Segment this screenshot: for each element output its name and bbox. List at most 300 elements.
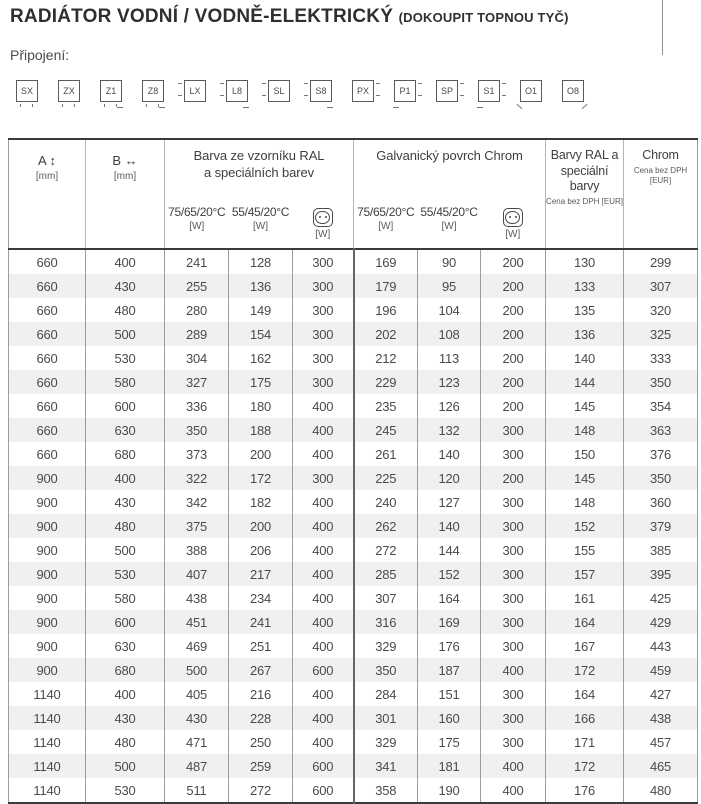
width-b-label: B ↔ — [112, 153, 138, 168]
table-cell: 180 — [229, 394, 293, 418]
table-cell: 400 — [293, 634, 354, 658]
connection-box-label: SX — [16, 80, 38, 102]
table-cell: 182 — [229, 490, 293, 514]
table-cell: 272 — [354, 538, 418, 562]
table-row — [9, 730, 698, 754]
group-header-chrom — [354, 139, 546, 202]
table-cell: 172 — [546, 658, 624, 682]
table-cell: 680 — [86, 658, 165, 682]
table-cell: 511 — [165, 778, 229, 803]
table-cell: 300 — [481, 442, 546, 466]
group-chrom-label: Galvanický povrch Chrom — [376, 148, 523, 163]
table-cell: 128 — [229, 249, 293, 274]
table-body — [9, 249, 698, 803]
table-cell: 304 — [165, 346, 229, 370]
table-cell: 459 — [624, 658, 698, 682]
table-cell: 580 — [86, 586, 165, 610]
table-cell: 187 — [418, 658, 481, 682]
connection-box-label: L8 — [226, 80, 248, 102]
connection-type-s1 — [478, 80, 500, 102]
table-cell: 660 — [36, 302, 58, 318]
ral-price-note: Cena bez DPH [EUR] — [546, 196, 623, 206]
table-cell: 181 — [418, 754, 481, 778]
connections-label: Připojení: — [10, 47, 70, 63]
table-cell: 200 — [481, 249, 546, 274]
table-cell: 660 — [36, 398, 58, 414]
table-row — [9, 658, 698, 682]
table-row — [9, 586, 698, 610]
table-cell: 660 — [36, 326, 58, 342]
connection-type-sx — [16, 80, 38, 102]
connection-type-o1 — [520, 80, 542, 102]
table-cell: 200 — [481, 298, 546, 322]
subheader-ral-75-65: 75/65/20°C [W] — [165, 202, 229, 249]
table-cell: 190 — [418, 778, 481, 803]
group-ral-line2: a speciálních barev — [203, 164, 315, 180]
page-title-suffix: (DOKOUPIT TOPNOU TYČ) — [398, 10, 569, 25]
table-cell: 172 — [546, 754, 624, 778]
table-row — [9, 706, 698, 730]
table-cell: 200 — [481, 466, 546, 490]
column-header-width-b — [86, 139, 165, 249]
table-cell: 400 — [481, 658, 546, 682]
connection-type-z1 — [100, 80, 122, 102]
table-cell: 480 — [86, 514, 165, 538]
height-a-label: A ↕ — [37, 153, 57, 168]
table-cell: 108 — [418, 322, 481, 346]
table-cell: 1140 — [33, 734, 61, 750]
subheader-chrom-55-45: 55/45/20°C [W] — [420, 205, 478, 232]
table-cell: 285 — [354, 562, 418, 586]
table-cell: 376 — [624, 442, 698, 466]
table-cell: 630 — [86, 634, 165, 658]
table-row — [9, 490, 698, 514]
table-cell: 245 — [354, 418, 418, 442]
table-cell: 104 — [418, 298, 481, 322]
table-cell: 217 — [229, 562, 293, 586]
table-cell: 600 — [293, 778, 354, 803]
table-cell: 140 — [546, 346, 624, 370]
table-cell: 350 — [624, 466, 698, 490]
table-cell: 148 — [546, 418, 624, 442]
table-cell: 333 — [624, 346, 698, 370]
table-cell: 680 — [86, 442, 165, 466]
table-row — [9, 538, 698, 562]
table-cell: 350 — [354, 658, 418, 682]
table-cell: 354 — [624, 394, 698, 418]
table-cell: 140 — [418, 442, 481, 466]
table-cell: 126 — [418, 394, 481, 418]
connection-box-label: PX — [352, 80, 374, 102]
table-cell: 400 — [293, 490, 354, 514]
page-title-main: RADIÁTOR VODNÍ / VODNĚ-ELEKTRICKÝ — [10, 6, 394, 27]
table-cell: 166 — [546, 706, 624, 730]
table-cell: 425 — [624, 586, 698, 610]
subheader-ral-55-45: 55/45/20°C [W] — [231, 205, 290, 232]
table-cell: 289 — [165, 322, 229, 346]
connection-box-label: Z1 — [100, 80, 122, 102]
table-cell: 169 — [418, 610, 481, 634]
table-cell: 400 — [293, 394, 354, 418]
table-cell: 200 — [481, 394, 546, 418]
table-cell: 341 — [354, 754, 418, 778]
table-cell: 405 — [165, 682, 229, 706]
table-header — [9, 139, 698, 249]
table-cell: 500 — [86, 754, 165, 778]
group-header-ral — [165, 139, 354, 202]
table-cell: 240 — [354, 490, 418, 514]
table-cell: 149 — [229, 298, 293, 322]
power-socket-icon — [503, 208, 523, 227]
table-cell: 206 — [229, 538, 293, 562]
table-cell: 500 — [165, 658, 229, 682]
table-cell: 900 — [36, 518, 58, 534]
column-header-chrom-price — [624, 139, 698, 249]
table-cell: 300 — [293, 346, 354, 370]
table-cell: 360 — [624, 490, 698, 514]
table-cell: 660 — [36, 446, 58, 462]
table-cell: 300 — [481, 418, 546, 442]
connection-row — [16, 80, 584, 102]
table-cell: 900 — [36, 542, 58, 558]
table-cell: 241 — [229, 610, 293, 634]
connection-box-label: Z8 — [142, 80, 164, 102]
connection-type-z8 — [142, 80, 164, 102]
connection-box-label: P1 — [394, 80, 416, 102]
ral-price-line2: speciální barvy — [560, 163, 609, 194]
table-cell: 113 — [418, 346, 481, 370]
subheader-chrom-electric: [W] — [481, 202, 546, 249]
table-row — [9, 778, 698, 803]
table-cell: 395 — [624, 562, 698, 586]
table-cell: 400 — [293, 586, 354, 610]
table-cell: 600 — [293, 658, 354, 682]
table-cell: 261 — [354, 442, 418, 466]
table-row — [9, 682, 698, 706]
table-cell: 241 — [165, 249, 229, 274]
table-cell: 144 — [546, 370, 624, 394]
table-cell: 900 — [36, 494, 58, 510]
connection-box-label: SP — [436, 80, 458, 102]
table-cell: 200 — [481, 346, 546, 370]
table-cell: 120 — [418, 466, 481, 490]
connection-box-label: LX — [184, 80, 206, 102]
table-cell: 167 — [546, 634, 624, 658]
table-cell: 145 — [546, 466, 624, 490]
table-cell: 235 — [354, 394, 418, 418]
table-cell: 307 — [624, 274, 698, 298]
table-cell: 530 — [86, 562, 165, 586]
connection-type-p1 — [394, 80, 416, 102]
table-row — [9, 346, 698, 370]
table-cell: 388 — [165, 538, 229, 562]
table-cell: 316 — [354, 610, 418, 634]
table-cell: 480 — [86, 298, 165, 322]
table-cell: 307 — [354, 586, 418, 610]
table-cell: 400 — [481, 754, 546, 778]
table-cell: 151 — [418, 682, 481, 706]
table-cell: 300 — [481, 538, 546, 562]
table-cell: 299 — [624, 249, 698, 274]
table-cell: 480 — [624, 778, 698, 803]
connection-type-zx — [58, 80, 80, 102]
table-cell: 427 — [624, 682, 698, 706]
column-header-height-a — [9, 139, 86, 249]
table-cell: 600 — [86, 610, 165, 634]
table-cell: 429 — [624, 610, 698, 634]
connection-box-label: O1 — [520, 80, 542, 102]
table-cell: 200 — [229, 514, 293, 538]
subheader-chrom-75-65: 75/65/20°C [W] — [354, 202, 418, 249]
page-title — [10, 6, 569, 28]
table-cell: 300 — [481, 730, 546, 754]
table-row — [9, 298, 698, 322]
connection-box-label: SL — [268, 80, 290, 102]
table-cell: 161 — [546, 586, 624, 610]
table-cell: 202 — [354, 322, 418, 346]
table-cell: 200 — [481, 322, 546, 346]
table-row — [9, 274, 698, 298]
table-cell: 150 — [546, 442, 624, 466]
connection-type-o8 — [562, 80, 584, 102]
table-row — [9, 466, 698, 490]
table-cell: 1140 — [33, 758, 61, 774]
table-row — [9, 562, 698, 586]
connection-box-label: O8 — [562, 80, 584, 102]
table-cell: 175 — [229, 370, 293, 394]
table-cell: 900 — [36, 638, 58, 654]
table-cell: 300 — [481, 562, 546, 586]
connection-type-px — [352, 80, 374, 102]
table-cell: 140 — [418, 514, 481, 538]
table-cell: 95 — [418, 274, 481, 298]
chrom-price-note: Cena bez DPH [EUR] — [633, 165, 688, 185]
table-cell: 430 — [86, 706, 165, 730]
table-cell: 400 — [86, 249, 165, 274]
table-cell: 469 — [165, 634, 229, 658]
table-cell: 259 — [229, 754, 293, 778]
table-cell: 262 — [354, 514, 418, 538]
connection-type-lx — [184, 80, 206, 102]
table-cell: 660 — [36, 278, 58, 294]
table-cell: 300 — [293, 322, 354, 346]
table-cell: 127 — [418, 490, 481, 514]
radiator-spec-table — [8, 138, 698, 804]
table-cell: 152 — [546, 514, 624, 538]
table-cell: 900 — [36, 470, 58, 486]
table-cell: 471 — [165, 730, 229, 754]
connection-box-label: S8 — [310, 80, 332, 102]
page-edge-line — [662, 0, 663, 55]
table-cell: 443 — [624, 634, 698, 658]
table-cell: 385 — [624, 538, 698, 562]
table-cell: 400 — [293, 610, 354, 634]
table-cell: 329 — [354, 730, 418, 754]
table-cell: 152 — [418, 562, 481, 586]
table-cell: 157 — [546, 562, 624, 586]
table-cell: 301 — [354, 706, 418, 730]
table-cell: 451 — [165, 610, 229, 634]
subheader-ral-electric: [W] — [293, 202, 354, 249]
table-cell: 320 — [624, 298, 698, 322]
table-cell: 229 — [354, 370, 418, 394]
table-cell: 300 — [481, 586, 546, 610]
table-row — [9, 514, 698, 538]
table-cell: 169 — [354, 249, 418, 274]
table-cell: 164 — [546, 682, 624, 706]
table-cell: 363 — [624, 418, 698, 442]
table-cell: 660 — [36, 254, 58, 270]
table-row — [9, 394, 698, 418]
table-cell: 465 — [624, 754, 698, 778]
table-cell: 212 — [354, 346, 418, 370]
table-cell: 145 — [546, 394, 624, 418]
table-cell: 322 — [165, 466, 229, 490]
table-cell: 900 — [36, 566, 58, 582]
connection-box-label: S1 — [478, 80, 500, 102]
table-cell: 660 — [36, 422, 58, 438]
table-cell: 457 — [624, 730, 698, 754]
table-cell: 900 — [36, 590, 58, 606]
column-header-ral-price — [546, 139, 624, 249]
table-cell: 160 — [418, 706, 481, 730]
table-cell: 200 — [481, 274, 546, 298]
table-cell: 133 — [546, 274, 624, 298]
connection-type-s8 — [310, 80, 332, 102]
table-cell: 530 — [86, 778, 165, 803]
power-socket-icon — [313, 208, 333, 227]
table-cell: 171 — [546, 730, 624, 754]
table-cell: 487 — [165, 754, 229, 778]
table-cell: 430 — [165, 706, 229, 730]
table-cell: 255 — [165, 274, 229, 298]
table-cell: 379 — [624, 514, 698, 538]
connection-type-sl — [268, 80, 290, 102]
table-cell: 300 — [293, 466, 354, 490]
table-cell: 438 — [624, 706, 698, 730]
table-cell: 216 — [229, 682, 293, 706]
table-cell: 300 — [481, 490, 546, 514]
table-row — [9, 322, 698, 346]
table-cell: 400 — [86, 466, 165, 490]
table-row — [9, 634, 698, 658]
table-cell: 407 — [165, 562, 229, 586]
table-cell: 660 — [36, 374, 58, 390]
table-cell: 430 — [86, 490, 165, 514]
table-cell: 135 — [546, 298, 624, 322]
table-cell: 300 — [481, 610, 546, 634]
table-cell: 176 — [418, 634, 481, 658]
table-cell: 300 — [293, 274, 354, 298]
ral-price-line1: Barvy RAL a — [550, 148, 619, 162]
table-cell: 630 — [86, 418, 165, 442]
table-cell: 179 — [354, 274, 418, 298]
table-row — [9, 249, 698, 274]
table-cell: 336 — [165, 394, 229, 418]
table-cell: 375 — [165, 514, 229, 538]
table-cell: 300 — [481, 634, 546, 658]
group-ral-line1: Barva ze vzorníku RAL — [193, 148, 325, 163]
table-cell: 228 — [229, 706, 293, 730]
table-cell: 234 — [229, 586, 293, 610]
table-cell: 250 — [229, 730, 293, 754]
table-cell: 300 — [481, 706, 546, 730]
table-cell: 164 — [418, 586, 481, 610]
table-cell: 900 — [36, 614, 58, 630]
table-cell: 900 — [36, 662, 58, 678]
table-cell: 144 — [418, 538, 481, 562]
table-cell: 400 — [481, 778, 546, 803]
table-cell: 438 — [165, 586, 229, 610]
connection-box-label: ZX — [58, 80, 80, 102]
table-cell: 162 — [229, 346, 293, 370]
table-cell: 400 — [293, 442, 354, 466]
table-cell: 430 — [86, 274, 165, 298]
table-cell: 176 — [546, 778, 624, 803]
table-cell: 400 — [293, 514, 354, 538]
table-cell: 1140 — [33, 782, 61, 798]
table-cell: 327 — [165, 370, 229, 394]
table-cell: 267 — [229, 658, 293, 682]
table-row — [9, 418, 698, 442]
table-cell: 132 — [418, 418, 481, 442]
table-cell: 358 — [354, 778, 418, 803]
table-cell: 400 — [293, 538, 354, 562]
table-cell: 155 — [546, 538, 624, 562]
table-cell: 172 — [229, 466, 293, 490]
table-cell: 1140 — [33, 710, 61, 726]
table-cell: 300 — [481, 682, 546, 706]
table-cell: 400 — [293, 706, 354, 730]
table-cell: 175 — [418, 730, 481, 754]
table-cell: 90 — [418, 249, 481, 274]
chrom-price-label: Chrom — [642, 148, 679, 162]
table-cell: 196 — [354, 298, 418, 322]
table-cell: 284 — [354, 682, 418, 706]
table-cell: 300 — [293, 370, 354, 394]
table-cell: 660 — [36, 350, 58, 366]
table-cell: 350 — [624, 370, 698, 394]
table-cell: 342 — [165, 490, 229, 514]
table-cell: 400 — [293, 562, 354, 586]
table-cell: 500 — [86, 538, 165, 562]
table-cell: 225 — [354, 466, 418, 490]
table-row — [9, 442, 698, 466]
table-cell: 300 — [293, 249, 354, 274]
table-cell: 400 — [293, 418, 354, 442]
height-a-unit: [mm] — [35, 171, 59, 182]
table-cell: 200 — [229, 442, 293, 466]
table-cell: 400 — [293, 682, 354, 706]
table-cell: 200 — [481, 370, 546, 394]
table-cell: 272 — [229, 778, 293, 803]
table-cell: 148 — [546, 490, 624, 514]
connection-type-l8 — [226, 80, 248, 102]
table-cell: 130 — [546, 249, 624, 274]
table-cell: 280 — [165, 298, 229, 322]
connection-type-sp — [436, 80, 458, 102]
table-cell: 1140 — [33, 686, 61, 702]
table-cell: 188 — [229, 418, 293, 442]
table-cell: 300 — [481, 514, 546, 538]
table-cell: 500 — [86, 322, 165, 346]
table-cell: 600 — [293, 754, 354, 778]
table-row — [9, 610, 698, 634]
table-cell: 400 — [293, 730, 354, 754]
table-cell: 136 — [229, 274, 293, 298]
table-cell: 136 — [546, 322, 624, 346]
width-b-unit: [mm] — [113, 171, 137, 182]
